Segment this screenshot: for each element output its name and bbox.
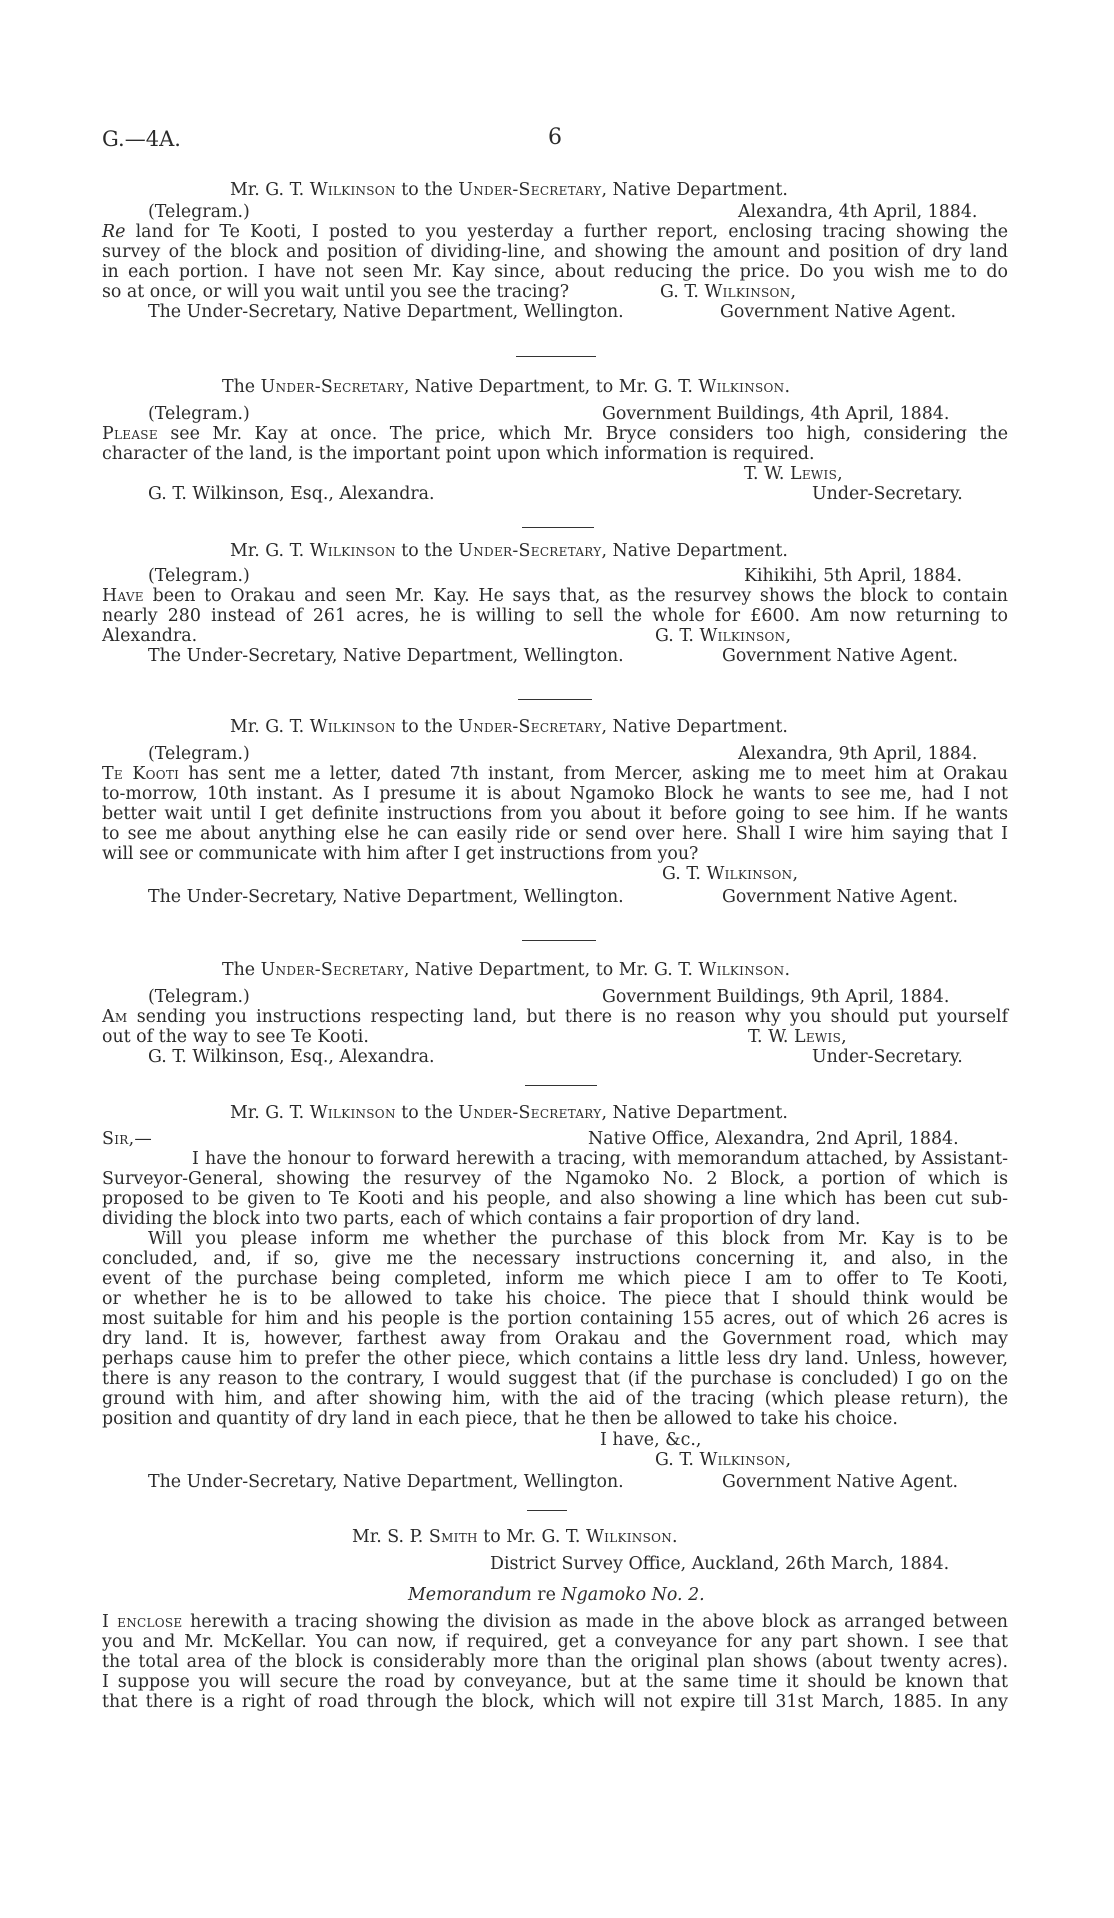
message-1-heading: Mr. G. T. Wilkinson to the Under-Secretary, Native Department.	[230, 180, 788, 200]
message-6-addressee: The Under-Secretary, Native Department, Wellington.	[148, 1472, 624, 1492]
message-6-paragraph-1-line: Surveyor-General, showing the resurvey of the Ngamoko No. 2 Block, a portion of which is	[102, 1169, 1008, 1189]
message-2-line-1: Please see Mr. Kay at once. The price, which Mr. Bryce considers too high, considering the	[102, 424, 1008, 444]
message-6-paragraph-1-line: I have the honour to forward herewith a tracing, with memorandum attached, by Assistant-	[192, 1149, 1008, 1169]
message-1-kind: (Telegram.)	[148, 202, 250, 222]
message-6-salutation: Sir,—	[102, 1129, 153, 1149]
message-3-place-date: Kihikihi, 5th April, 1884.	[744, 566, 962, 586]
message-1-place-date: Alexandra, 4th April, 1884.	[738, 202, 978, 222]
message-1-addressee: The Under-Secretary, Native Department, Wellington.	[148, 302, 624, 322]
message-7-heading: Mr. S. P. Smith to Mr. G. T. Wilkinson.	[352, 1527, 678, 1547]
message-6-paragraph-2-line: there is any reason to the contrary, I would suggest that (if the purchase is concluded) I go on the	[102, 1369, 1008, 1389]
message-3-signature: G. T. Wilkinson,	[655, 626, 792, 646]
message-7-line: you and Mr. McKellar. You can now, if required, get a conveyance for any part shown. I see that	[102, 1632, 1008, 1652]
message-6-paragraph-2-line: event of the purchase being completed, inform me which piece I am to offer to Te Kooti,	[102, 1269, 1008, 1289]
separator-rule	[527, 1510, 567, 1511]
separator-rule	[522, 940, 596, 941]
message-4-signature: G. T. Wilkinson,	[662, 864, 799, 884]
message-7-line: that there is a right of road through the block, which will not expire till 31st March, 1885. In any	[102, 1692, 1008, 1712]
message-5-signer-title: Under-Secretary.	[812, 1047, 963, 1067]
message-4-line-4: to see me about anything else he can easily ride or send over here. Shall I wire him saying that I	[102, 824, 1008, 844]
message-7-line: the total area of the block is considerably more than the original plan shows (about twenty acres).	[102, 1652, 1008, 1672]
message-4-line-1: Te Kooti has sent me a letter, dated 7th instant, from Mercer, asking me to meet him at Orakau	[102, 764, 1008, 784]
message-7-place-date: District Survey Office, Auckland, 26th March, 1884.	[490, 1554, 950, 1574]
message-3-addressee: The Under-Secretary, Native Department, Wellington.	[148, 646, 624, 666]
message-6-heading: Mr. G. T. Wilkinson to the Under-Secretary, Native Department.	[230, 1103, 788, 1123]
separator-rule	[518, 699, 592, 700]
message-7-line: I enclose herewith a tracing showing the division as made in the above block as arranged between	[102, 1612, 1009, 1632]
message-3-signer-title: Government Native Agent.	[722, 646, 958, 666]
message-1-signature: G. T. Wilkinson,	[660, 282, 797, 302]
message-6-paragraph-2-line: concluded, and, if so, give me the necessary instructions concerning it, and also, in the	[102, 1249, 1008, 1269]
message-6-paragraph-2-line: Will you please inform me whether the purchase of this block from Mr. Kay is to be	[148, 1229, 1008, 1249]
message-6-paragraph-1-line: proposed to be given to Te Kooti and his people, and also showing a line which has been cut sub-	[102, 1189, 1008, 1209]
message-2-kind: (Telegram.)	[148, 404, 250, 424]
message-3-line-2: nearly 280 instead of 261 acres, he is willing to sell the whole for £600. Am now returning to	[102, 606, 1008, 626]
message-1-line-1: Re land for Te Kooti, I posted to you yesterday a further report, enclosing tracing showing the	[102, 222, 1008, 242]
message-7-memo-title: Memorandum re Ngamoko No. 2.	[408, 1585, 705, 1605]
message-6-paragraph-2-line: dry land. It is, however, farthest away from Orakau and the Government road, which may	[102, 1329, 1008, 1349]
message-4-kind: (Telegram.)	[148, 744, 250, 764]
message-6-signature: G. T. Wilkinson,	[655, 1450, 792, 1470]
message-4-signer-title: Government Native Agent.	[722, 887, 958, 907]
message-5-signature: T. W. Lewis,	[748, 1027, 847, 1047]
message-6-paragraph-2-line: most suitable for him and his people is the portion containing 155 acres, out of which 26 acres is	[102, 1309, 1008, 1329]
message-5-kind: (Telegram.)	[148, 987, 250, 1007]
message-6-paragraph-1-line: dividing the block into two parts, each of which contains a fair proportion of dry land.	[102, 1209, 861, 1229]
message-5-heading: The Under-Secretary, Native Department, to Mr. G. T. Wilkinson.	[222, 960, 791, 980]
message-3-heading: Mr. G. T. Wilkinson to the Under-Secretary, Native Department.	[230, 541, 788, 561]
message-4-place-date: Alexandra, 9th April, 1884.	[738, 744, 978, 764]
message-4-addressee: The Under-Secretary, Native Department, Wellington.	[148, 887, 624, 907]
message-4-line-5: will see or communicate with him after I get instructions from you?	[102, 844, 699, 864]
message-6-paragraph-2-line: ground with him, and after showing him, with the aid of the tracing (which please return), the	[102, 1389, 1008, 1409]
message-6-paragraph-2-line: perhaps cause him to prefer the other piece, which contains a little less dry land. Unless, however,	[102, 1349, 1008, 1369]
message-1-line-4: so at once, or will you wait until you see the tracing?	[102, 282, 570, 302]
message-1-line-3: in each portion. I have not seen Mr. Kay since, about reducing the price. Do you wish me to do	[102, 262, 1008, 282]
message-2-line-2: character of the land, is the important point upon which information is required.	[102, 444, 815, 464]
message-4-line-2: to-morrow, 10th instant. As I presume it is about Ngamoko Block he wants to see me, had I not	[102, 784, 1008, 804]
message-5-line-1: Am sending you instructions respecting land, but there is no reason why you should put yourself	[102, 1007, 1008, 1027]
message-2-addressee: G. T. Wilkinson, Esq., Alexandra.	[148, 484, 435, 504]
message-4-heading: Mr. G. T. Wilkinson to the Under-Secretary, Native Department.	[230, 717, 788, 737]
message-5-addressee: G. T. Wilkinson, Esq., Alexandra.	[148, 1047, 435, 1067]
message-6-signer-title: Government Native Agent.	[722, 1472, 958, 1492]
page-number: 6	[548, 125, 562, 150]
separator-rule	[516, 356, 596, 357]
message-2-signature: T. W. Lewis,	[744, 464, 843, 484]
message-1-line-2: survey of the block and position of dividing-line, and showing the amount and position of dry land	[102, 242, 1008, 262]
message-2-signer-title: Under-Secretary.	[812, 484, 963, 504]
message-3-kind: (Telegram.)	[148, 566, 250, 586]
message-6-paragraph-2-line: or whether he is to be allowed to take his choice. The piece that I should think would be	[102, 1289, 1008, 1309]
message-6-place-date: Native Office, Alexandra, 2nd April, 1884.	[588, 1129, 959, 1149]
message-5-place-date: Government Buildings, 9th April, 1884.	[602, 987, 950, 1007]
message-1-signer-title: Government Native Agent.	[720, 302, 956, 322]
separator-rule	[522, 527, 594, 528]
message-7-line: I suppose you will secure the road by conveyance, but at the same time it should be known that	[102, 1672, 1008, 1692]
page-reference: G.—4A.	[102, 127, 181, 151]
message-3-line-3: Alexandra.	[102, 626, 198, 646]
message-6-paragraph-2-line: position and quantity of dry land in each piece, that he then be allowed to take his choice.	[102, 1409, 898, 1429]
message-3-line-1: Have been to Orakau and seen Mr. Kay. He says that, as the resurvey shows the block to contain	[102, 586, 1008, 606]
message-2-heading: The Under-Secretary, Native Department, to Mr. G. T. Wilkinson.	[222, 377, 791, 397]
message-4-line-3: better wait until I get definite instructions from you about it before going to see him. If he wants	[102, 804, 1008, 824]
separator-rule	[525, 1085, 597, 1086]
message-5-line-2: out of the way to see Te Kooti.	[102, 1027, 369, 1047]
message-6-closing: I have, &c.,	[600, 1430, 702, 1450]
message-2-place-date: Government Buildings, 4th April, 1884.	[602, 404, 950, 424]
